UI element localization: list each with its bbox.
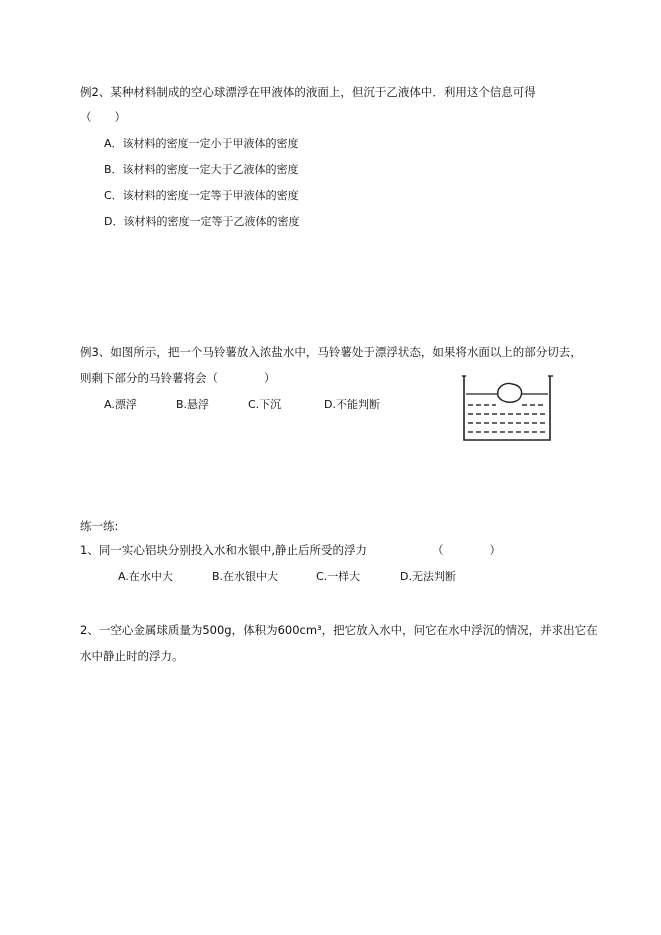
practice-1-option-b: B.在水银中大 [212,570,279,583]
practice-1-options [118,570,478,584]
ex3-options [104,398,404,412]
ex3-option-c: C.下沉 [248,398,282,411]
beaker-potato-figure [462,374,554,444]
ex2-option-c: C．该材料的密度一定等于甲液体的密度 [104,189,299,202]
potato-shape [498,384,522,403]
ex2-option-b: B．该材料的密度一定大于乙液体的密度 [104,163,299,176]
ex2-question-line1: 例2、某种材料制成的空心球漂浮在甲液体的液面上，但沉于乙液体中．利用这个信息可得 [80,85,536,99]
ex3-question-line2: 则剩下部分的马铃薯将会（ ） [80,371,276,385]
ex3-question-line1: 例3、如图所示，把一个马铃薯放入浓盐水中，马铃薯处于漂浮状态，如果将水面以上的部分切去， [80,345,582,359]
water-lines [468,405,546,432]
ex2-option-d: D．该材料的密度一定等于乙液体的密度 [104,215,300,228]
practice-1-option-a: A.在水中大 [118,570,173,583]
practice-1-option-c: C.一样大 [316,570,361,583]
practice-1-option-d: D.无法判断 [400,570,456,583]
practice-1-question: 1、同一实心铝块分别投入水和水银中,静止后所受的浮力 [80,543,367,557]
ex2-answer-blank: （ ） [80,110,126,124]
ex2-option-a: A．该材料的密度一定小于甲液体的密度 [104,137,299,150]
ex3-option-d: D.不能判断 [324,398,380,411]
ex3-option-a: A.漂浮 [104,398,137,411]
practice-1-blank: （ ） [432,543,501,557]
ex3-option-b: B.悬浮 [176,398,210,411]
practice-2-line1: 2、一空心金属球质量为500g，体积为600cm³，把它放入水中，问它在水中浮沉的情况，并求出它在 [80,623,598,637]
practice-heading: 练一练: [80,519,119,533]
practice-2-line2: 水中静止时的浮力。 [80,649,184,663]
